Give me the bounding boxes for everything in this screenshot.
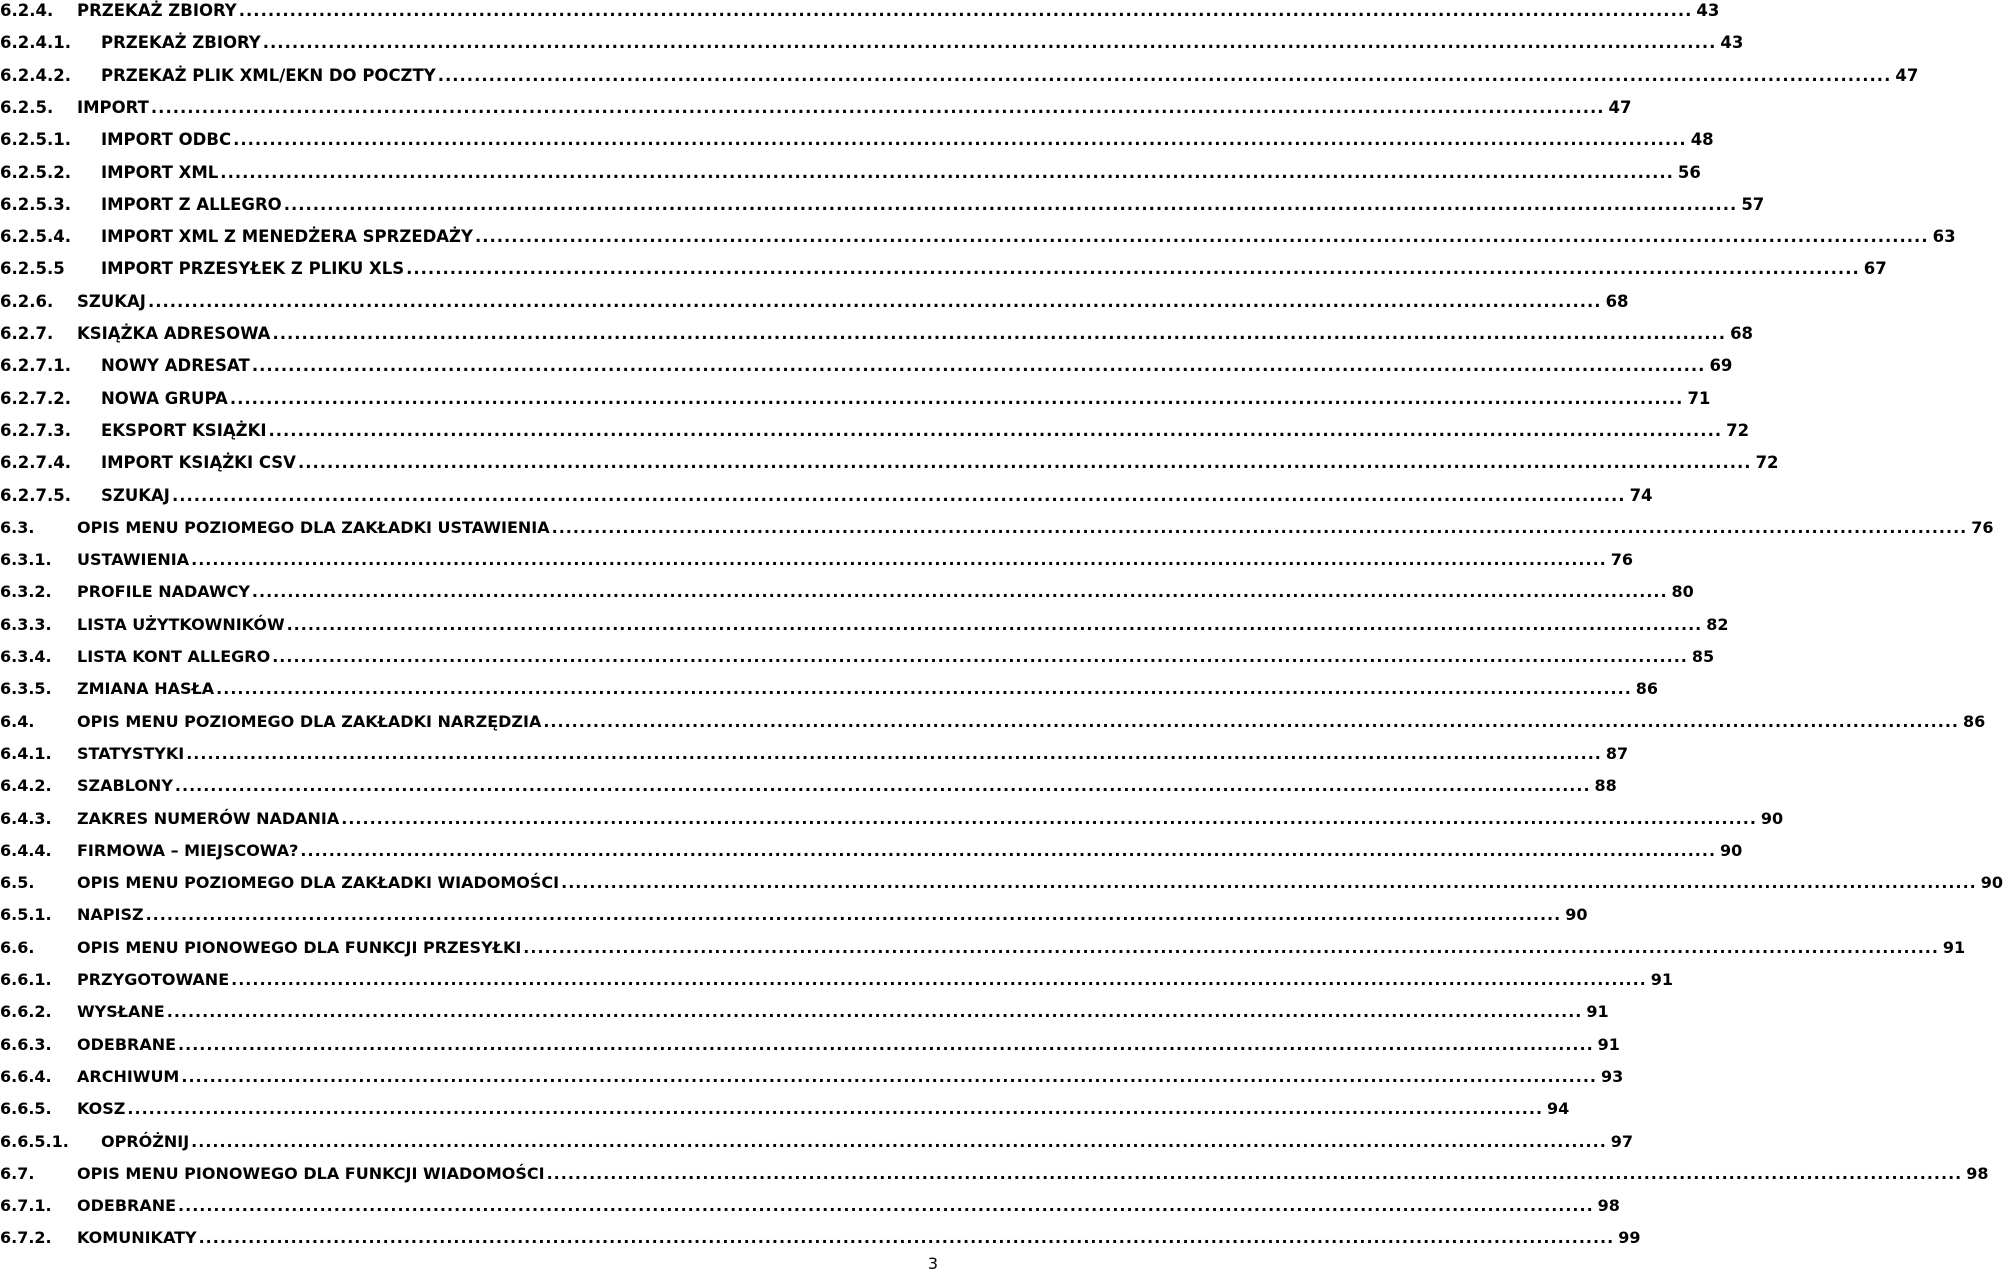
toc-dot-leader: ........................................................................................................................................................................................................	[251, 356, 1706, 376]
toc-entry-title: SZABLONY	[77, 776, 173, 796]
toc-entry[interactable]	[0, 355, 1733, 387]
toc-entry-title: OPIS MENU POZIOMEGO DLA ZAKŁADKI NARZĘDZIA	[77, 711, 542, 731]
toc-entry-number: 6.3.4.	[0, 647, 52, 666]
toc-entry-title: PRZEKAŻ ZBIORY	[77, 1, 237, 20]
toc-entry-title: KOMUNIKATY	[77, 1228, 197, 1248]
toc-entry[interactable]	[0, 32, 1744, 64]
toc-entry-number: 6.2.5.3.	[0, 194, 71, 214]
toc-entry-title: IMPORT KSIĄŻKI CSV	[101, 453, 296, 473]
toc-entry-title: PROFILE NADAWCY	[77, 582, 250, 602]
toc-dot-leader: ........................................................................................................................................................................................................	[546, 1163, 1963, 1183]
toc-entry-page: 91	[1586, 1002, 1609, 1022]
toc-entry[interactable]	[0, 581, 1694, 613]
toc-entry-page: 99	[1618, 1228, 1641, 1248]
toc-entry-number: 6.2.4.1.	[0, 33, 71, 53]
toc-entry-number: 6.3.2.	[0, 582, 52, 602]
toc-entry-title: OPIS MENU PIONOWEGO DLA FUNKCJI PRZESYŁKI	[77, 937, 522, 957]
toc-dot-leader: ........................................................................................................................................................................................................	[551, 517, 1968, 537]
toc-dot-leader: ........................................................................................................................................................................................................	[543, 711, 1959, 731]
toc-dot-leader: ........................................................................................................................................................................................................	[406, 259, 1860, 279]
toc-entry-page: 91	[1942, 937, 1966, 957]
toc-entry-title: EKSPORT KSIĄŻKI	[101, 420, 267, 440]
toc-entry[interactable]	[0, 1066, 1624, 1098]
toc-entry-title: STATYSTYKI	[77, 743, 185, 763]
toc-entry-page: 56	[1677, 162, 1701, 182]
toc-entry-title: ZMIANA HASŁA	[77, 679, 215, 699]
toc-entry[interactable]	[0, 711, 1986, 743]
toc-entry-title: OPRÓŻNIJ	[101, 1131, 190, 1151]
toc-dot-leader: ........................................................................................................................................................................................................	[191, 1131, 1607, 1151]
toc-entry[interactable]	[0, 1034, 1620, 1066]
toc-entry-number: 6.2.5.2.	[0, 162, 71, 182]
toc-entry-number: 6.2.7.	[0, 324, 54, 343]
toc-entry-title: ODEBRANE	[77, 1196, 177, 1216]
toc-dot-leader: ........................................................................................................................................................................................................	[166, 1002, 1583, 1022]
toc-entry-page: 88	[1594, 776, 1617, 796]
toc-entry-title: OPIS MENU POZIOMEGO DLA ZAKŁADKI USTAWIENIA	[77, 517, 550, 537]
toc-entry-page: 69	[1709, 356, 1733, 376]
toc-dot-leader: ........................................................................................................................................................................................................	[523, 937, 1939, 957]
toc-entry[interactable]	[0, 549, 1633, 581]
toc-entry-title: IMPORT Z ALLEGRO	[101, 194, 282, 214]
toc-entry-number: 6.6.1.	[0, 970, 52, 989]
toc-entry-number: 6.4.1.	[0, 743, 52, 763]
toc-entry-page: 72	[1755, 453, 1779, 473]
toc-dot-leader: ........................................................................................................................................................................................................	[286, 614, 1703, 634]
toc-entry-number: 6.2.7.3.	[0, 420, 71, 440]
toc-dot-leader: ........................................................................................................................................................................................................	[174, 776, 1591, 796]
toc-dot-leader: ........................................................................................................................................................................................................	[561, 873, 1977, 893]
toc-entry-title: ODEBRANE	[77, 1034, 177, 1054]
toc-entry[interactable]	[0, 162, 1701, 194]
toc-dot-leader: ........................................................................................................................................................................................................	[186, 743, 1602, 763]
toc-entry-number: 6.2.7.2.	[0, 388, 71, 408]
toc-entry-page: 43	[1696, 1, 1720, 20]
toc-entry-page: 68	[1605, 291, 1629, 311]
toc-entry-number: 6.2.5.1.	[0, 130, 71, 150]
toc-entry-title: OPIS MENU PIONOWEGO DLA FUNKCJI WIADOMOŚCI	[77, 1163, 545, 1183]
toc-entry-number: 6.6.	[0, 937, 35, 957]
toc-entry-page: 90	[1760, 808, 1784, 828]
toc-entry-title: KOSZ	[77, 1099, 126, 1119]
toc-entry-page: 63	[1932, 227, 1956, 247]
toc-entry-page: 87	[1605, 743, 1629, 763]
toc-entry-title: KSIĄŻKA ADRESOWA	[77, 324, 271, 343]
toc-entry-page: 82	[1706, 614, 1729, 634]
toc-dot-leader: ........................................................................................................................................................................................................	[191, 550, 1607, 570]
toc-entry-number: 6.2.7.1.	[0, 356, 71, 376]
toc-entry-title: IMPORT XML	[101, 162, 219, 182]
toc-dot-leader: ........................................................................................................................................................................................................	[341, 808, 1757, 828]
toc-entry-title: NAPISZ	[77, 905, 144, 925]
toc-dot-leader: ........................................................................................................................................................................................................	[178, 1034, 1594, 1054]
toc-entry-number: 6.7.2.	[0, 1228, 52, 1248]
toc-dot-leader: ........................................................................................................................................................................................................	[231, 970, 1647, 989]
toc-entry-title: OPIS MENU POZIOMEGO DLA ZAKŁADKI WIADOMOŚCI	[77, 873, 560, 893]
toc-entry-number: 6.2.4.	[0, 1, 54, 20]
toc-entry-title: ZAKRES NUMERÓW NADANIA	[77, 808, 340, 828]
toc-entry[interactable]	[0, 226, 1956, 258]
toc-entry-page: 71	[1687, 388, 1711, 408]
toc-entry-page: 48	[1690, 130, 1714, 150]
toc-entry[interactable]	[0, 517, 1994, 549]
toc-dot-leader: ........................................................................................................................................................................................................	[251, 582, 1668, 602]
toc-entry[interactable]	[0, 614, 1729, 646]
toc-entry-page: 94	[1547, 1099, 1570, 1119]
toc-entry-number: 6.2.4.2.	[0, 65, 71, 85]
toc-entry-number: 6.3.1.	[0, 550, 52, 570]
toc-dot-leader: ........................................................................................................................................................................................................	[147, 291, 1602, 311]
toc-entry-page: 67	[1863, 259, 1887, 279]
toc-entry-title: NOWA GRUPA	[101, 388, 228, 408]
toc-entry-page: 98	[1966, 1163, 1989, 1183]
toc-dot-leader: ........................................................................................................................................................................................................	[262, 33, 1717, 53]
toc-entry-page: 98	[1597, 1196, 1620, 1216]
toc-entry-page: 90	[1980, 873, 2003, 893]
toc-entry[interactable]	[0, 1098, 1570, 1130]
toc-entry-page: 68	[1730, 324, 1754, 343]
toc-entry[interactable]	[0, 420, 1750, 452]
toc-dot-leader: ........................................................................................................................................................................................................	[283, 194, 1738, 214]
toc-dot-leader: ........................................................................................................................................................................................................	[229, 388, 1684, 408]
toc-entry-number: 6.3.5.	[0, 679, 52, 699]
toc-entry-page: 90	[1720, 840, 1743, 860]
toc-entry[interactable]	[0, 969, 1674, 1001]
toc-entry-title: LISTA UŻYTKOWNIKÓW	[77, 614, 285, 634]
toc-entry-number: 6.5.	[0, 873, 35, 893]
toc-entry-page: 86	[1635, 679, 1659, 699]
toc-entry-number: 6.7.	[0, 1163, 35, 1183]
toc-dot-leader: ........................................................................................................................................................................................................	[178, 1196, 1594, 1216]
toc-entry-page: 90	[1565, 905, 1588, 925]
toc-entry-page: 74	[1629, 485, 1653, 505]
toc-dot-leader: ........................................................................................................................................................................................................	[198, 1228, 1615, 1248]
toc-entry-number: 6.2.5.5	[0, 259, 65, 279]
toc-entry[interactable]	[0, 194, 1765, 226]
toc-entry-page: 91	[1597, 1034, 1620, 1054]
toc-entry-title: IMPORT PRZESYŁEK Z PLIKU XLS	[101, 259, 405, 279]
toc-entry[interactable]	[0, 678, 1659, 710]
toc-entry[interactable]	[0, 808, 1784, 840]
toc-entry-page: 93	[1600, 1066, 1624, 1086]
toc-entry-number: 6.2.7.4.	[0, 453, 71, 473]
toc-entry-title: FIRMOWA – MIEJSCOWA?	[77, 840, 299, 860]
toc-entry-title: SZUKAJ	[77, 291, 146, 311]
toc-entry-number: 6.2.5.4.	[0, 227, 71, 247]
toc-entry-number: 6.4.2.	[0, 776, 52, 796]
toc-entry[interactable]	[0, 258, 1887, 290]
toc-entry-page: 97	[1610, 1131, 1634, 1151]
toc-dot-leader: ........................................................................................................................................................................................................	[300, 840, 1717, 860]
toc-entry-number: 6.4.	[0, 711, 35, 731]
toc-entry-number: 6.4.3.	[0, 808, 52, 828]
toc-dot-leader: ........................................................................................................................................................................................................	[150, 97, 1605, 117]
toc-entry-title: LISTA KONT ALLEGRO	[77, 647, 271, 666]
toc-entry-number: 6.3.	[0, 517, 35, 537]
toc-dot-leader: ........................................................................................................................................................................................................	[272, 324, 1727, 343]
toc-entry[interactable]	[0, 840, 1743, 872]
toc-entry-page: 85	[1691, 647, 1715, 666]
toc-entry[interactable]	[0, 97, 1632, 129]
toc-entry[interactable]	[0, 937, 1966, 969]
toc-entry[interactable]	[0, 1001, 1609, 1033]
toc-entry-page: 47	[1895, 65, 1919, 85]
toc-dot-leader: ........................................................................................................................................................................................................	[297, 453, 1752, 473]
toc-entry-title: NOWY ADRESAT	[101, 356, 250, 376]
toc-dot-leader: ........................................................................................................................................................................................................	[272, 647, 1688, 666]
toc-entry-number: 6.5.1.	[0, 905, 52, 925]
toc-entry[interactable]	[0, 485, 1653, 517]
toc-entry-page: 47	[1608, 97, 1632, 117]
toc-entry[interactable]	[0, 323, 1754, 355]
toc-dot-leader: ........................................................................................................................................................................................................	[437, 65, 1892, 85]
toc-entry-page: 57	[1741, 194, 1765, 214]
toc-entry[interactable]	[0, 1195, 1620, 1227]
toc-entry[interactable]	[0, 1131, 1634, 1163]
toc-entry[interactable]	[0, 904, 1588, 936]
toc-dot-leader: ........................................................................................................................................................................................................	[268, 420, 1723, 440]
toc-entry-number: 6.2.6.	[0, 291, 54, 311]
toc-entry-title: ARCHIWUM	[77, 1066, 180, 1086]
toc-entry-number: 6.2.5.	[0, 97, 54, 117]
toc-dot-leader: ........................................................................................................................................................................................................	[145, 905, 1562, 925]
toc-entry-title: IMPORT ODBC	[101, 130, 232, 150]
toc-entry-page: 76	[1971, 517, 1994, 537]
toc-entry-title: IMPORT	[77, 97, 149, 117]
toc-entry-number: 6.6.2.	[0, 1002, 52, 1022]
toc-entry-title: USTAWIENIA	[77, 550, 190, 570]
toc-entry-title: PRZEKAŻ ZBIORY	[101, 33, 261, 53]
toc-entry-number: 6.4.4.	[0, 840, 52, 860]
toc-entry[interactable]	[0, 646, 1715, 678]
toc-dot-leader: ........................................................................................................................................................................................................	[216, 679, 1632, 699]
toc-dot-leader: ........................................................................................................................................................................................................	[181, 1066, 1597, 1086]
toc-entry-number: 6.3.3.	[0, 614, 52, 634]
toc-entry-number: 6.6.5.	[0, 1099, 52, 1119]
toc-dot-leader: ........................................................................................................................................................................................................	[220, 162, 1674, 182]
toc-entry-title: PRZYGOTOWANE	[77, 970, 230, 989]
toc-entry-title: IMPORT XML Z MENEDŻERA SPRZEDAŻY	[101, 227, 473, 247]
toc-entry[interactable]	[0, 0, 1720, 32]
toc-entry[interactable]	[0, 452, 1779, 484]
toc-entry[interactable]	[0, 65, 1919, 97]
toc-entry[interactable]	[0, 1163, 1989, 1195]
toc-entry[interactable]	[0, 775, 1617, 807]
toc-entry-page: 43	[1720, 33, 1744, 53]
toc-entry[interactable]	[0, 1227, 1641, 1259]
toc-entry-number: 6.6.5.1.	[0, 1131, 69, 1151]
toc-entry-number: 6.6.3.	[0, 1034, 52, 1054]
toc-entry-number: 6.2.7.5.	[0, 485, 71, 505]
toc-entry[interactable]	[0, 129, 1714, 161]
toc-entry-page: 72	[1726, 420, 1750, 440]
toc-entry-page: 80	[1671, 582, 1694, 602]
toc-entry-page: 86	[1962, 711, 1986, 731]
toc-dot-leader: ........................................................................................................................................................................................................	[238, 1, 1693, 20]
toc-entry-title: WYSŁANE	[77, 1002, 165, 1022]
toc-entry-number: 6.6.4.	[0, 1066, 52, 1086]
toc-entry-page: 91	[1650, 970, 1674, 989]
toc-dot-leader: ........................................................................................................................................................................................................	[127, 1099, 1544, 1119]
toc-dot-leader: ........................................................................................................................................................................................................	[233, 130, 1687, 150]
toc-dot-leader: ........................................................................................................................................................................................................	[171, 485, 1626, 505]
page-number: 3	[927, 1254, 938, 1273]
toc-entry[interactable]	[0, 291, 1629, 323]
toc-entry-page: 76	[1610, 550, 1633, 570]
toc-dot-leader: ........................................................................................................................................................................................................	[474, 227, 1929, 247]
toc-entry[interactable]	[0, 743, 1629, 775]
toc-entry-number: 6.7.1.	[0, 1196, 52, 1216]
toc-entry[interactable]	[0, 872, 2003, 904]
toc-entry[interactable]	[0, 388, 1711, 420]
toc-entry-title: SZUKAJ	[101, 485, 170, 505]
toc-entry-title: PRZEKAŻ PLIK XML/EKN DO POCZTY	[101, 65, 436, 85]
